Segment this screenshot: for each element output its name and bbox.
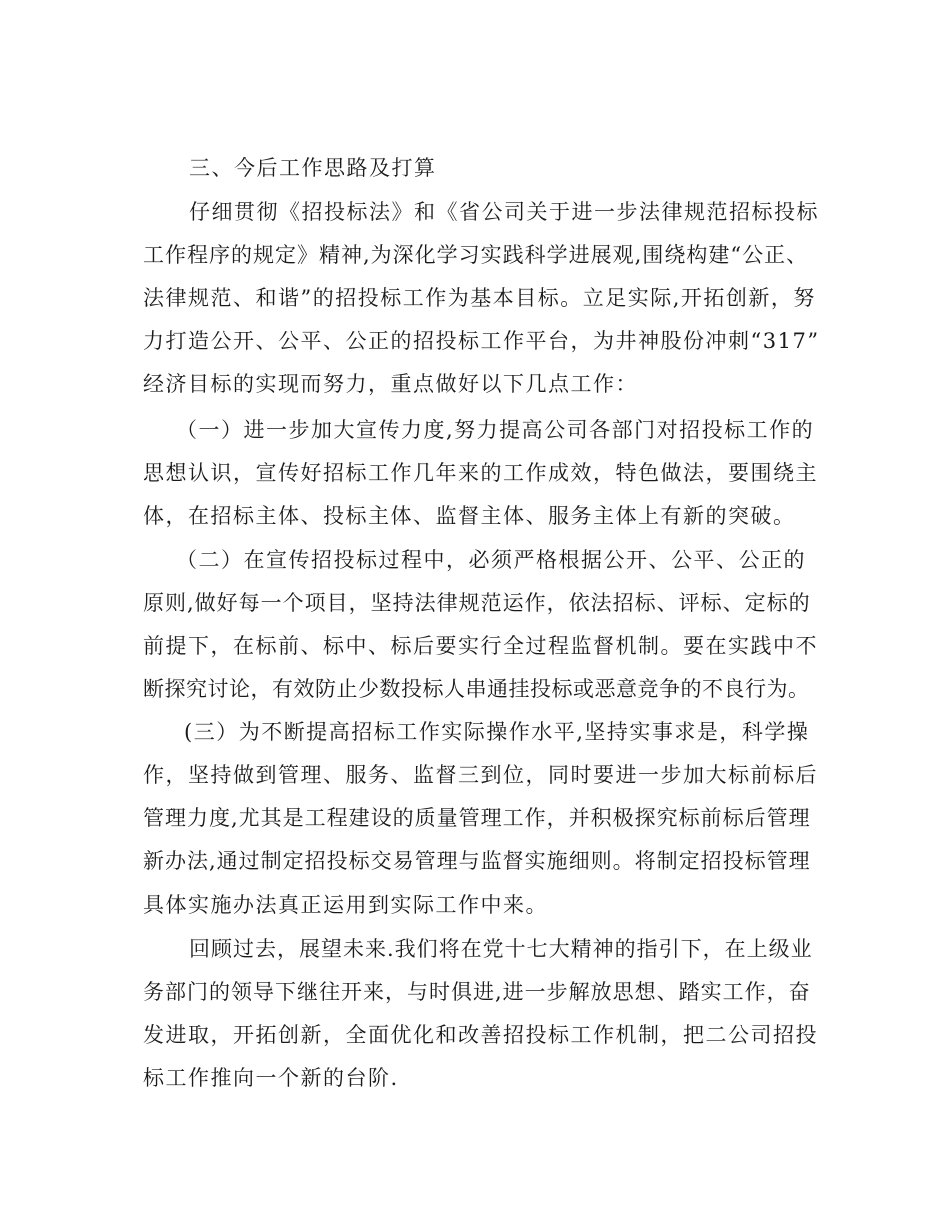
paragraph-line: 力打造公开、公平、公正的招投标工作平台，为井神股份冲刺“317” (143, 329, 820, 353)
paragraph-line: 仔细贯彻《招投标法》和《省公司关于进一步法律规范招标投标 (189, 200, 819, 224)
paragraph-line: 发进取，开拓创新，全面优化和改善招投标工作机制，把二公司招投 (143, 1023, 818, 1047)
paragraph-line: （一）进一步加大宣传力度,努力提高公司各部门对招投标工作的 (176, 418, 815, 442)
paragraph-line: 体，在招标主体、投标主体、监督主体、服务主体上有新的突破。 (143, 504, 796, 528)
paragraph-line: 务部门的领导下继往开来，与时俱进,进一步解放思想、踏实工作，奋 (143, 980, 811, 1004)
paragraph-line: 工作程序的规定》精神,为深化学习实践科学进展观,围绕构建“公正、 (143, 243, 809, 267)
paragraph-line: 经济目标的实现而努力，重点做好以下几点工作： (143, 372, 638, 396)
section-heading: 三、今后工作思路及打算 (189, 156, 437, 180)
paragraph-line: 具体实施办法真正运用到实际工作中来。 (143, 893, 548, 917)
paragraph-line: 新办法,通过制定招投标交易管理与监督实施细则。将制定招投标管理 (143, 849, 811, 873)
paragraph-line: 回顾过去，展望未来.我们将在党十七大精神的指引下，在上级业 (189, 937, 813, 961)
paragraph-line: 法律规范、和谐”的招投标工作为基本目标。立足实际,开拓创新，努 (143, 286, 816, 310)
paragraph-line: 作，坚持做到管理、服务、监督三到位，同时要进一步加大标前标后 (143, 763, 818, 787)
paragraph-line: 管理力度,尤其是工程建设的质量管理工作，并积极探究标前标后管理 (143, 806, 811, 830)
paragraph-line: 标工作推向一个新的台阶. (143, 1066, 399, 1090)
paragraph-line: 思想认识，宣传好招标工作几年来的工作成效，特色做法，要围绕主 (143, 461, 818, 485)
paragraph-line: 前提下，在标前、标中、标后要实行全过程监督机制。要在实践中不 (143, 634, 818, 658)
paragraph-line: 断探究讨论，有效防止少数投标人串通挂投标或恶意竞争的不良行为。 (143, 677, 810, 701)
paragraph-line: 原则,做好每一个项目，坚持法律规范运作，依法招标、评标、定标的 (143, 591, 811, 615)
paragraph-line: （二）在宣传招投标过程中，必须严格根据公开、公平、公正的 (176, 548, 806, 572)
paragraph-line: (三）为不断提高招标工作实际操作水平,坚持实事求是，科学操 (184, 720, 810, 744)
